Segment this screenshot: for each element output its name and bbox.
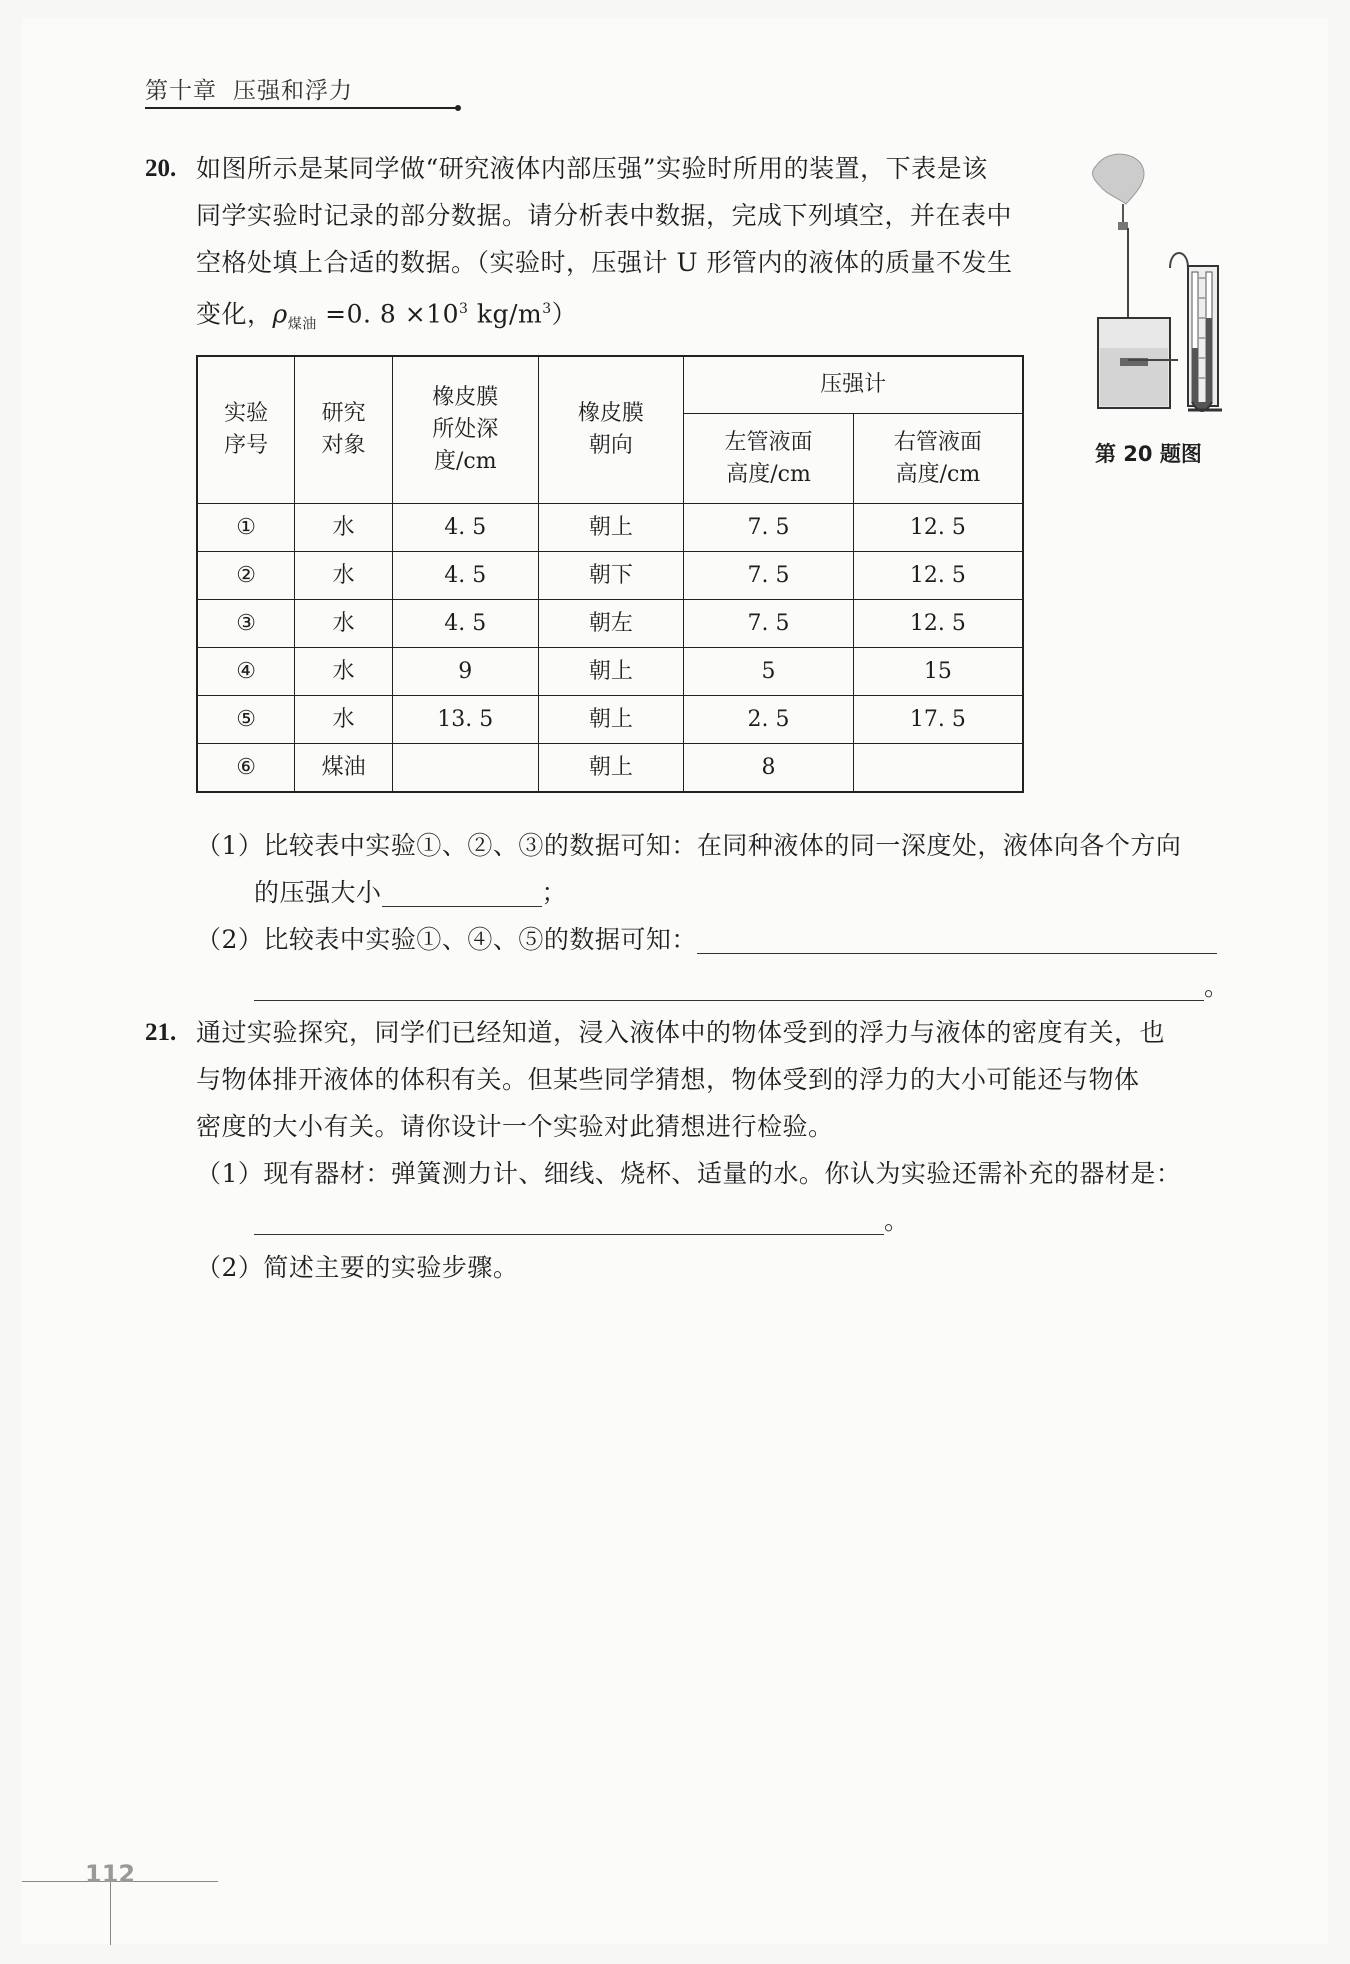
cell-no: ⑥ (197, 744, 295, 793)
cell-right: 15 (853, 648, 1023, 696)
cell-no: ④ (197, 648, 295, 696)
table-row (197, 696, 1023, 744)
q21-sub1: （1）现有器材：弹簧测力计、细线、烧杯、适量的水。你认为实验还需补充的器材是： (196, 1159, 1182, 1188)
q20-line-2: 同学实验时记录的部分数据。请分析表中数据，完成下列填空，并在表中 (196, 201, 1013, 230)
header-left-level: 左管液面高度/cm (684, 414, 854, 504)
q20-line-3: 空格处填上合适的数据。（实验时，压强计 U 形管内的液体的质量不发生 (196, 248, 1013, 277)
header-right-level: 右管液面高度/cm (853, 414, 1023, 504)
cell-depth: 4. 5 (392, 552, 538, 600)
q20-subquestions (196, 822, 1230, 1010)
cell-no: ② (197, 552, 295, 600)
q20-sub1-line2: 的压强大小 ； (254, 878, 568, 907)
table-row (197, 600, 1023, 648)
q20-sub2-answer-blank-2[interactable] (254, 972, 1204, 1001)
header-depth: 橡皮膜所处深度/cm (392, 356, 538, 504)
header-rule (145, 107, 457, 109)
cell-right: 12. 5 (853, 600, 1023, 648)
question-20-number: 20. (145, 155, 177, 182)
q20-sub2-line2: 。 (196, 963, 1230, 1010)
cell-right: 12. 5 (853, 504, 1023, 552)
cell-direction: 朝上 (538, 648, 684, 696)
cell-right: 17. 5 (853, 696, 1023, 744)
header-object: 研究对象 (295, 356, 393, 504)
q21-sub1-answer-line: 。 (196, 1197, 1181, 1244)
question-21-number: 21. (145, 1019, 177, 1046)
q20-sub1-answer-blank[interactable] (382, 878, 542, 907)
q21-sub1-answer-blank[interactable] (254, 1206, 884, 1235)
cell-direction: 朝上 (538, 504, 684, 552)
table-row (197, 504, 1023, 552)
q21-line-2: 与物体排开液体的体积有关。但某些同学猜想，物体受到的浮力的大小可能还与物体 (196, 1065, 1140, 1094)
q20-sub2-line1: （2）比较表中实验①、④、⑤的数据可知： (196, 916, 1230, 963)
cell-right-blank[interactable] (853, 744, 1023, 793)
figure-caption: 第 20 题图 (1095, 442, 1202, 466)
pressure-gauge-figure (1088, 148, 1228, 428)
q20-sub1-line1: （1）比较表中实验①、②、③的数据可知：在同种液体的同一深度处，液体向各个方向 (196, 831, 1182, 860)
cell-no: ③ (197, 600, 295, 648)
q20-sub2-answer-blank-1[interactable] (697, 925, 1217, 954)
cell-right: 12. 5 (853, 552, 1023, 600)
cell-left: 5 (684, 648, 854, 696)
question-21-text (196, 1009, 1181, 1291)
cell-left: 2. 5 (684, 696, 854, 744)
page-number: 112 (85, 1860, 136, 1888)
cell-object: 水 (295, 696, 393, 744)
cell-direction: 朝左 (538, 600, 684, 648)
cell-left: 7. 5 (684, 600, 854, 648)
cell-object: 水 (295, 648, 393, 696)
table-row (197, 648, 1023, 696)
cell-no: ① (197, 504, 295, 552)
cell-direction: 朝上 (538, 696, 684, 744)
header-gauge: 压强计 (684, 356, 1023, 414)
cell-object: 水 (295, 504, 393, 552)
cell-direction: 朝上 (538, 744, 684, 793)
chapter-header (145, 72, 353, 105)
cell-object: 水 (295, 600, 393, 648)
header-direction: 橡皮膜朝向 (538, 356, 684, 504)
cell-object: 煤油 (295, 744, 393, 793)
cell-depth: 13. 5 (392, 696, 538, 744)
cell-direction: 朝下 (538, 552, 684, 600)
q21-sub2: （2）简述主要的实验步骤。 (196, 1253, 519, 1282)
table-row (197, 552, 1023, 600)
header-experiment-no: 实验序号 (197, 356, 295, 504)
table-row (197, 744, 1023, 793)
q20-line-4: 变化，$\rho_{煤油} =0$. $8 \times 10^3$ $kg/m^3$） (196, 299, 578, 333)
q21-line-3: 密度的大小有关。请你设计一个实验对此猜想进行检验。 (196, 1112, 834, 1141)
cell-object: 水 (295, 552, 393, 600)
q21-line-1: 通过实验探究，同学们已经知道，浸入液体中的物体受到的浮力与液体的密度有关，也 (196, 1018, 1166, 1047)
cell-depth: 9 (392, 648, 538, 696)
chapter-number: 第十章 (145, 78, 217, 104)
experiment-table (196, 355, 1024, 793)
question-20-text (196, 145, 1012, 348)
cell-depth: 4. 5 (392, 504, 538, 552)
cell-depth: 4. 5 (392, 600, 538, 648)
cell-no: ⑤ (197, 696, 295, 744)
chapter-title: 压强和浮力 (233, 78, 353, 104)
cell-left: 8 (684, 744, 854, 793)
cell-left: 7. 5 (684, 552, 854, 600)
cell-left: 7. 5 (684, 504, 854, 552)
cell-depth-blank[interactable] (392, 744, 538, 793)
q20-line-1: 如图所示是某同学做“研究液体内部压强”实验时所用的装置，下表是该 (196, 154, 988, 183)
